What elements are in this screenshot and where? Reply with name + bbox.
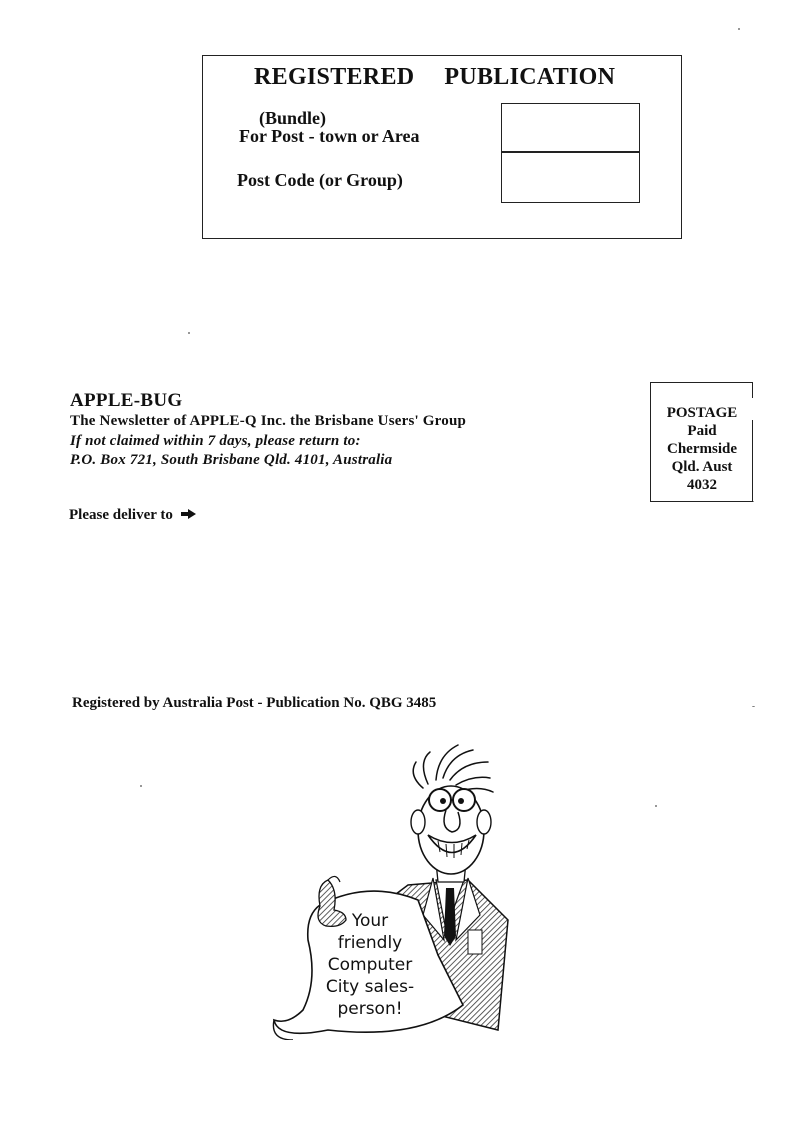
scan-speck xyxy=(738,28,740,30)
postage-line-1: POSTAGE xyxy=(666,405,738,421)
sign-text xyxy=(320,910,420,1020)
registered-publication-title xyxy=(254,64,615,91)
postage-box-top-edge xyxy=(650,382,753,383)
scan-speck xyxy=(655,805,657,807)
postage-paid-text xyxy=(650,404,754,494)
title-registered: REGISTERED xyxy=(254,64,415,90)
sign-line: person! xyxy=(337,999,403,1019)
title-publication: PUBLICATION xyxy=(444,64,616,90)
return-note: If not claimed within 7 days, please return to: xyxy=(70,433,361,449)
post-code-field[interactable] xyxy=(501,151,640,203)
scan-speck xyxy=(752,706,755,707)
sign-line: friendly xyxy=(337,933,403,953)
sender-name: APPLE-BUG xyxy=(70,390,183,411)
deliver-to-label: Please deliver to xyxy=(69,507,173,523)
newsletter-description: The Newsletter of APPLE-Q Inc. the Brisbane Users' Group xyxy=(70,413,467,429)
scan-speck xyxy=(188,332,190,334)
sign-line: City sales- xyxy=(325,977,415,997)
scan-speck xyxy=(140,785,142,787)
registration-note: Registered by Australia Post - Publication No. QBG 3485 xyxy=(72,695,437,711)
post-town-field[interactable] xyxy=(501,103,640,153)
postage-line-2: Paid xyxy=(687,423,717,439)
bundle-label: (Bundle) xyxy=(259,108,327,128)
right-arrow-icon xyxy=(181,507,197,524)
sign-line: Computer xyxy=(327,955,413,975)
post-code-label: Post Code (or Group) xyxy=(237,170,403,190)
postage-box-right-edge-top xyxy=(752,382,753,398)
deliver-to xyxy=(69,507,197,524)
sign-line: Your xyxy=(351,911,389,931)
postage-line-4: Qld. Aust xyxy=(671,459,733,475)
postage-line-3: Chermside xyxy=(667,441,737,457)
postage-line-5: 4032 xyxy=(687,477,717,493)
for-post-label: For Post - town or Area xyxy=(239,126,420,146)
return-address: P.O. Box 721, South Brisbane Qld. 4101, Australia xyxy=(70,452,393,468)
